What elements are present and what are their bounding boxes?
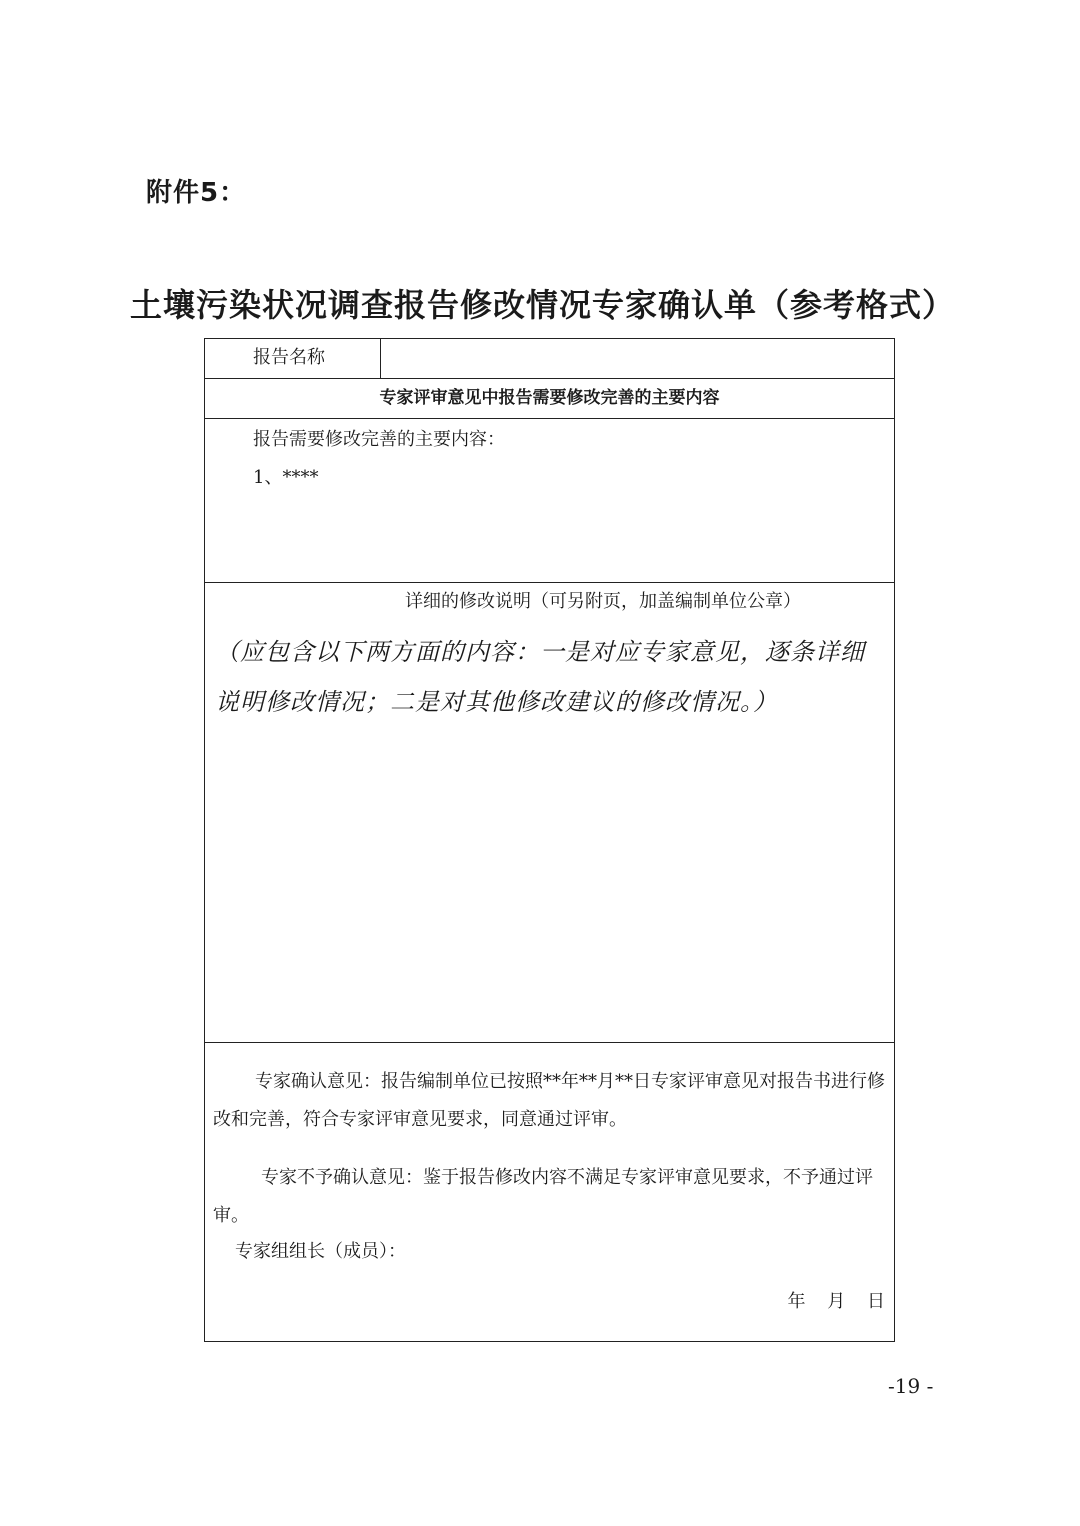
page-number: -19 - — [888, 1374, 934, 1398]
attachment-label: 附件5： — [146, 178, 247, 208]
main-content-item: 1、**** — [253, 467, 319, 488]
detail-row — [205, 583, 894, 1043]
confirmation-row — [205, 1043, 894, 1343]
report-name-value — [381, 339, 894, 378]
main-content-row — [205, 419, 894, 583]
report-name-label: 报告名称 — [205, 339, 381, 378]
detail-label: 详细的修改说明（可另附页，加盖编制单位公章） — [405, 591, 801, 612]
document-title: 土壤污染状况调查报告修改情况专家确认单（参考格式） — [130, 286, 956, 324]
confirmation-form — [204, 338, 895, 1342]
report-name-row — [205, 339, 894, 379]
leader-label: 专家组组长（成员）： — [235, 1241, 406, 1262]
detail-note: （应包含以下两方面的内容：一是对应专家意见，逐条详细说明修改情况；二是对其他修改建议的修改情况。） — [215, 638, 865, 716]
reject-opinion: 专家不予确认意见：鉴于报告修改内容不满足专家评审意见要求，不予通过评审。 — [213, 1167, 873, 1226]
main-content-label: 报告需要修改完善的主要内容： — [253, 429, 505, 450]
confirm-opinion: 专家确认意见：报告编制单位已按照**年**月**日专家评审意见对报告书进行修改和完善，符合专家评审意见要求，同意通过评审。 — [213, 1071, 885, 1130]
date-line: 年 月 日 — [787, 1291, 886, 1312]
section-header: 专家评审意见中报告需要修改完善的主要内容 — [205, 379, 894, 419]
